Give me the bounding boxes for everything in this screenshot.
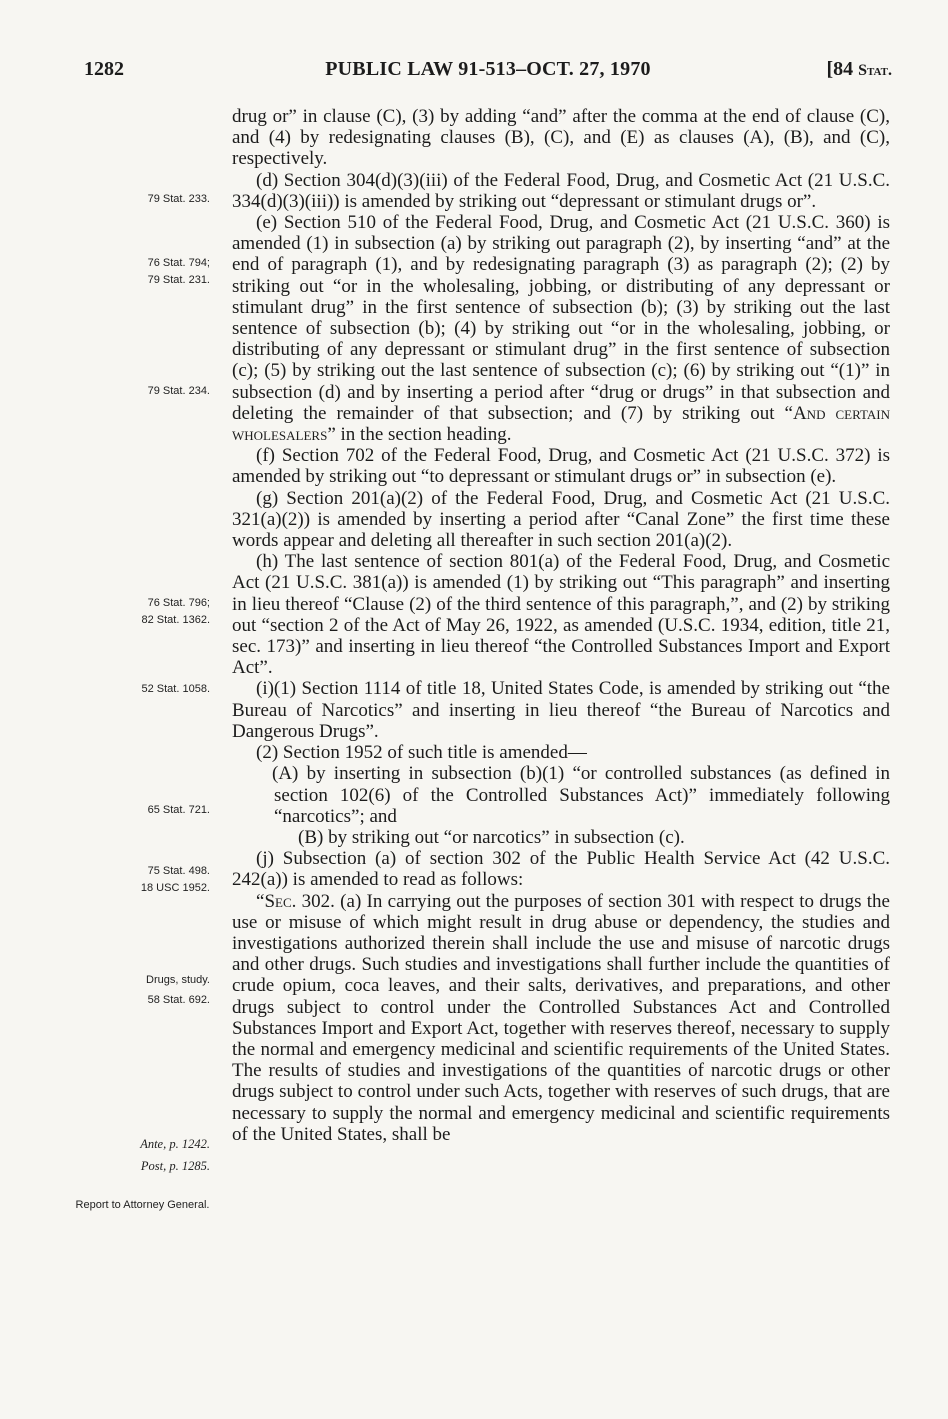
margin-note: 52 Stat. 1058. bbox=[141, 683, 210, 695]
margin-note: Drugs, study. bbox=[146, 974, 210, 986]
paragraph: (2) Section 1952 of such title is amended— bbox=[256, 742, 587, 764]
margin-note: 18 USC 1952. bbox=[140, 882, 210, 894]
paragraph: (f) Section 702 of the Federal Food, Drug, and Cosmetic Act (21 U.S.C. 372) is amended by striking out “to depressant or stimulant drugs or” in subsection (e). bbox=[232, 445, 890, 488]
margin-note: 76 Stat. 796; bbox=[147, 597, 210, 609]
statute-volume: [84 Stat. bbox=[826, 58, 892, 80]
margin-note: 79 Stat. 234. bbox=[147, 385, 210, 397]
margin-note: 75 Stat. 498. bbox=[147, 865, 210, 877]
paragraph: (A) by inserting in subsection (b)(1) “or controlled substances (as defined in section 102(6) of the Controlled Substances Act)” immediately following “narcotics”; and bbox=[272, 763, 890, 827]
margin-note: Post, p. 1285. bbox=[140, 1159, 210, 1173]
margin-note: 65 Stat. 721. bbox=[147, 804, 210, 816]
margin-note: 58 Stat. 692. bbox=[147, 994, 210, 1006]
paragraph: (g) Section 201(a)(2) of the Federal Food, Drug, and Cosmetic Act (21 U.S.C. 321(a)(2)) is amended by inserting a period after “Canal Zone” the first time these words appear and deleting all thereafter in such section 201(a)(2). bbox=[232, 487, 890, 552]
paragraph: drug or” in clause (C), (3) by adding “and” after the comma at the end of clause (C), and (4) by redesignating clauses (B), (C), and (E) as clauses (A), (B), and (C), respectively. bbox=[232, 106, 890, 170]
paragraph: (B) by striking out “or narcotics” in subsection (c). bbox=[298, 826, 685, 848]
page-number: 1282 bbox=[84, 58, 124, 80]
body-text bbox=[232, 106, 890, 1145]
margin-note: Ante, p. 1242. bbox=[140, 1137, 210, 1151]
margin-note: Report to Attorney General. bbox=[75, 1199, 210, 1211]
margin-note: 76 Stat. 794; bbox=[147, 257, 210, 269]
paragraph: (j) Subsection (a) of section 302 of the Public Health Service Act (42 U.S.C. 242(a)) is amended to read as follows: bbox=[232, 848, 890, 891]
paragraph: “Sec. 302. (a) In carrying out the purposes of section 301 with respect to drugs the use or misuse of which might result in drug abuse or dependency, the studies and investigations authorized therein shall include the use and misuse of narcotic drugs and other drugs. Such studies and investigations shall further include the quantities of crude opium, coca leaves, and their salts, derivatives, and preparations, and other drugs subject to control under the Controlled Substances Act and Controlled Substances Import and Export Act, together with reserves thereof, necessary to supply the normal and emergency medicinal and scientific requirements of the United States. The results of studies and investigations of the quantities of narcotic drugs or other drugs subject to control under such Acts, together with reserves of such drugs, that are necessary to supply the normal and emergency medicinal and scientific requirements of the United States, shall be bbox=[232, 890, 890, 1145]
paragraph: (i)(1) Section 1114 of title 18, United States Code, is amended by striking out “the Bureau of Narcotics” and inserting in lieu thereof “the Bureau of Narcotics and Dangerous Drugs”. bbox=[232, 678, 890, 742]
page-header bbox=[84, 58, 892, 88]
margin-note: 79 Stat. 233. bbox=[147, 193, 210, 205]
paragraph: (e) Section 510 of the Federal Food, Drug, and Cosmetic Act (21 U.S.C. 360) is amended (1) in subsection (a) by striking out paragraph (2), by inserting “and” at the end of paragraph (1), and by redesignating paragraph (3) as paragraph (2); (2) by striking out “or in the wholesaling, jobbing, or distributing of any depressant or stimulant drug” in the first sentence of subsection (b); (3) by striking out the last sentence of subsection (b); (4) by striking out “or in the wholesaling, jobbing, or distributing of any depressant or stimulant drug” in the first sentence of subsection (c); (5) by striking out the last sentence of subsection (c); (6) by striking out “(1)” in subsection (d) and by inserting a period after “drug or drugs” in that subsection and deleting the remainder of that subsection; and (7) by striking out “And certain wholesalers” in the section heading. bbox=[232, 212, 890, 446]
paragraph: (h) The last sentence of section 801(a) of the Federal Food, Drug, and Cosmetic Act (21 U.S.C. 381(a)) is amended (1) by striking out “This paragraph” and inserting in lieu thereof “Clause (2) of the third sentence of this paragraph,”, and (2) by striking out “section 2 of the Act of May 26, 1922, as amended (U.S.C. 1934, edition, title 21, sec. 173)” and inserting in lieu thereof “the Controlled Substances Import and Export Act”. bbox=[232, 551, 890, 679]
paragraph: (d) Section 304(d)(3)(iii) of the Federal Food, Drug, and Cosmetic Act (21 U.S.C. 334(d)(3)(iii)) is amended by striking out “depressant or stimulant drugs or”. bbox=[232, 169, 890, 212]
page-title: PUBLIC LAW 91-513–OCT. 27, 1970 bbox=[325, 58, 651, 80]
margin-note: 82 Stat. 1362. bbox=[141, 614, 210, 626]
margin-note: 79 Stat. 231. bbox=[147, 274, 210, 286]
